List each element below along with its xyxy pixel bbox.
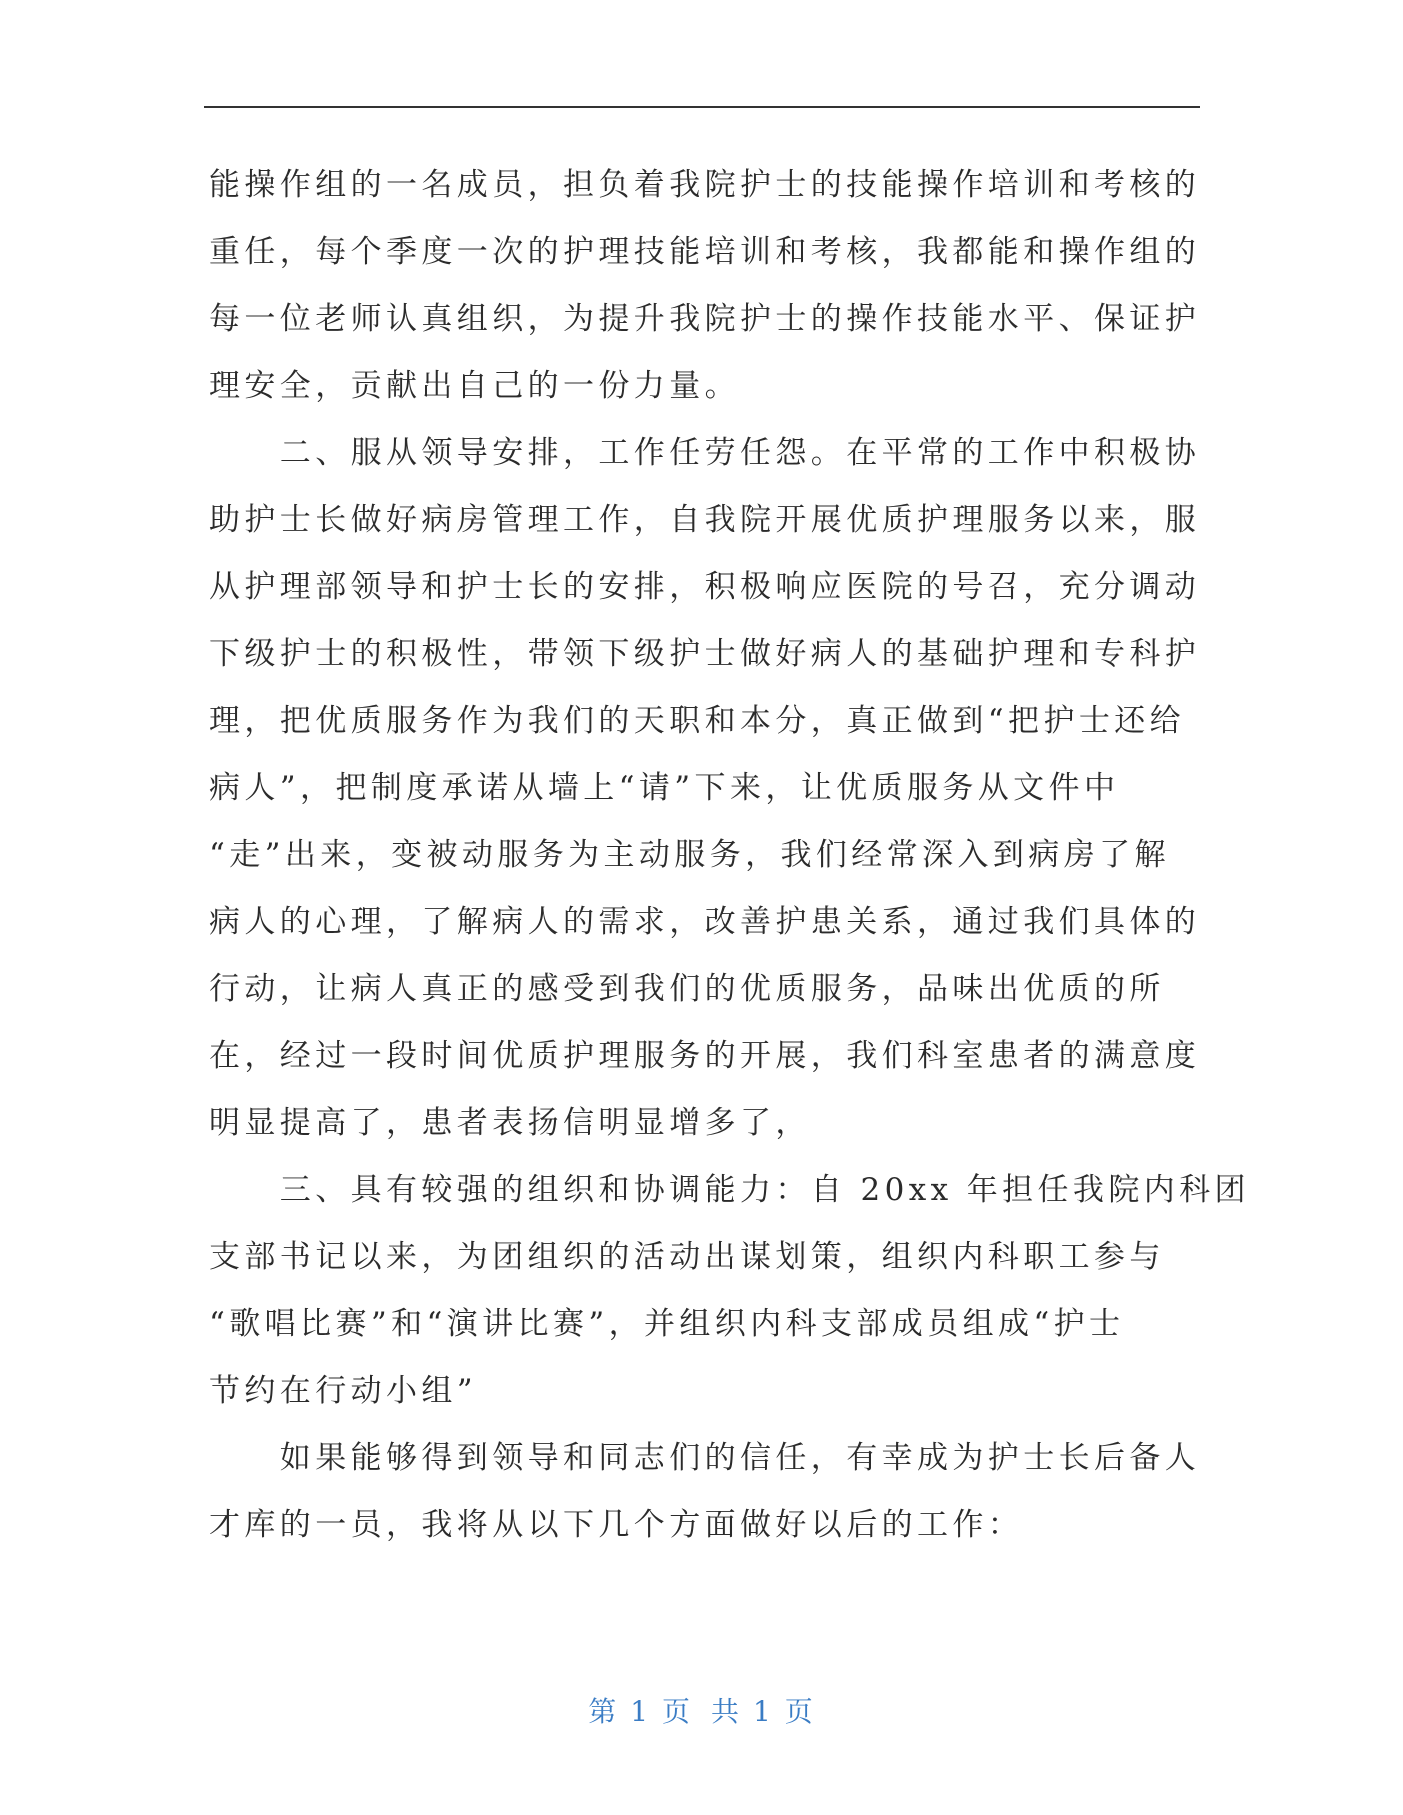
footer-suffix: 页 xyxy=(784,1695,815,1728)
text-line: “歌唱比赛”和“演讲比赛”，并组织内科支部成员组成“护士 xyxy=(209,1306,1125,1342)
text-line: 每一位老师认真组织，为提升我院护士的操作技能水平、保证护 xyxy=(209,301,1201,337)
text-line: 理，把优质服务作为我们的天职和本分，真正做到“把护士还给 xyxy=(209,703,1186,739)
text-line: “走”出来，变被动服务为主动服务，我们经常深入到病房了解 xyxy=(209,837,1170,873)
text-line: 助护士长做好病房管理工作，自我院开展优质护理服务以来，服 xyxy=(209,502,1201,538)
text-line: 节约在行动小组” xyxy=(209,1373,478,1409)
text-line: 三、具有较强的组织和协调能力：自 20xx 年担任我院内科团 xyxy=(209,1172,1250,1208)
text-line: 理安全，贡献出自己的一份力量。 xyxy=(209,368,740,404)
footer-page-number: 1 xyxy=(630,1695,651,1728)
text-line: 重任，每个季度一次的护理技能培训和考核，我都能和操作组的 xyxy=(209,234,1201,270)
text-line: 病人的心理，了解病人的需求，改善护患关系，通过我们具体的 xyxy=(209,904,1201,940)
document-body xyxy=(209,152,1250,1559)
text-line: 行动，让病人真正的感受到我们的优质服务，品味出优质的所 xyxy=(209,971,1165,1007)
text-line: 能操作组的一名成员，担负着我院护士的技能操作培训和考核的 xyxy=(209,167,1201,203)
text-line: 在，经过一段时间优质护理服务的开展，我们科室患者的满意度 xyxy=(209,1038,1201,1074)
text-line: 如果能够得到领导和同志们的信任，有幸成为护士长后备人 xyxy=(209,1440,1201,1476)
text-line: 才库的一员，我将从以下几个方面做好以后的工作： xyxy=(209,1507,1024,1543)
text-line: 下级护士的积极性，带领下级护士做好病人的基础护理和专科护 xyxy=(209,636,1201,672)
text-line: 从护理部领导和护士长的安排，积极响应医院的号召，充分调动 xyxy=(209,569,1201,605)
page-footer xyxy=(0,1690,1403,1730)
text-line: 二、服从领导安排，工作任劳任怨。在平常的工作中积极协 xyxy=(209,435,1201,471)
footer-prefix: 第 xyxy=(588,1695,619,1728)
text-line: 病人”，把制度承诺从墙上“请”下来，让优质服务从文件中 xyxy=(209,770,1120,806)
header-rule xyxy=(204,106,1200,108)
text-line: 明显提高了，患者表扬信明显增多了， xyxy=(209,1105,811,1141)
text-line: 支部书记以来，为团组织的活动出谋划策，组织内科职工参与 xyxy=(209,1239,1165,1275)
footer-middle: 页 共 xyxy=(662,1695,741,1728)
footer-total-pages: 1 xyxy=(752,1695,773,1728)
